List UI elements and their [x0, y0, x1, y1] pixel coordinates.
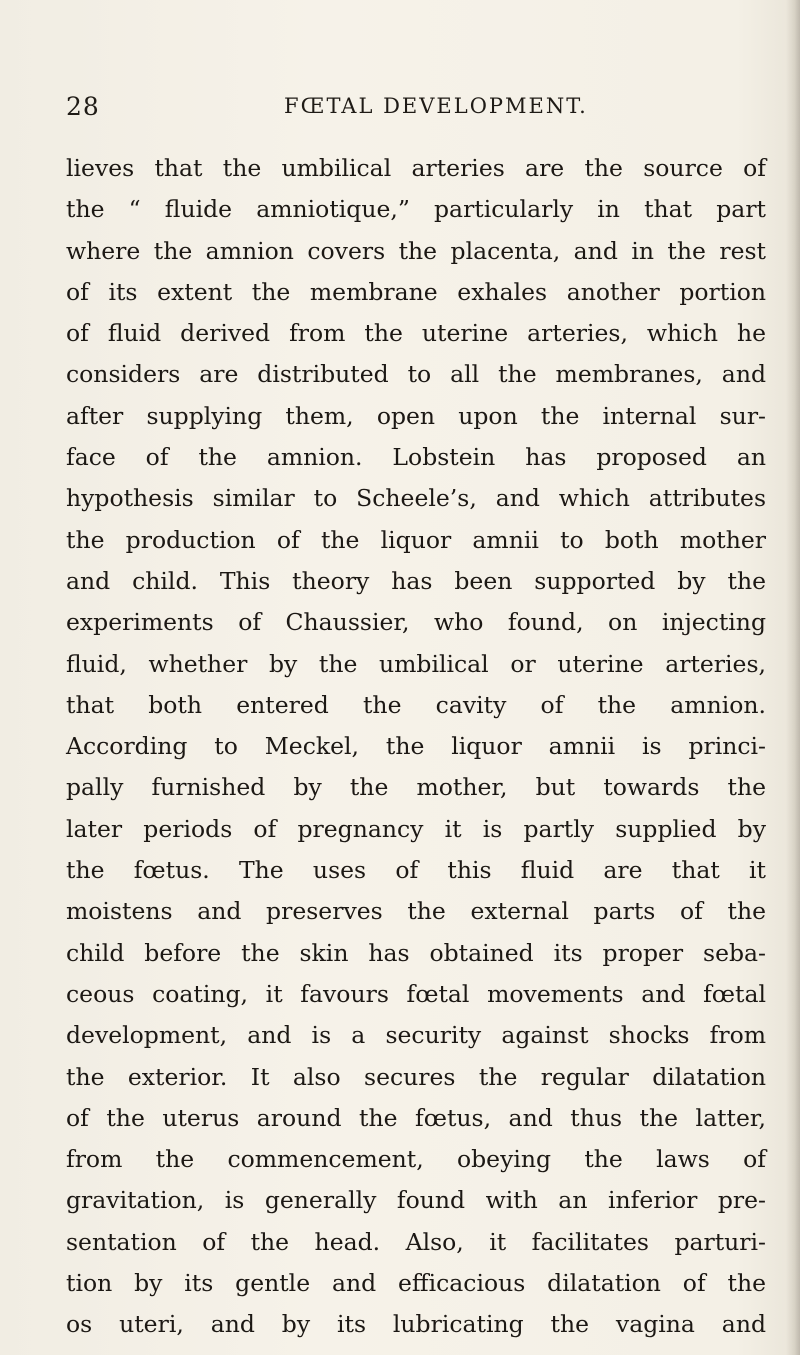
text-line: from the commencement, obeying the laws of	[66, 1145, 766, 1174]
text-line: and child. This theory has been supported by the	[66, 566, 766, 595]
text-line: the exterior. It also secures the regular dilatation	[66, 1062, 766, 1091]
text-line: lieves that the umbilical arteries are the source of	[66, 154, 766, 182]
text-line: ceous coating, it favours fœtal movements and fœtal	[66, 979, 766, 1008]
text-line: gravitation, is generally found with an inferior pre-	[66, 1186, 766, 1215]
text-line: pally furnished by the mother, but towards the	[66, 773, 766, 802]
chapter-title: FŒTAL DEVELOPMENT.	[284, 94, 588, 118]
text-line: face of the amnion. Lobstein has proposed an	[66, 443, 766, 472]
text-line: of its extent the membrane exhales another portion	[66, 277, 766, 306]
text-line: later periods of pregnancy it is partly supplied by	[66, 814, 766, 843]
text-line: of the uterus around the fœtus, and thus the latter,	[66, 1103, 766, 1132]
page-edge-shadow	[786, 0, 800, 1355]
text-line: sentation of the head. Also, it facilitates parturi-	[66, 1227, 766, 1256]
text-line: where the amnion covers the placenta, and in the rest	[66, 236, 766, 265]
text-line: the production of the liquor amnii to both mother	[66, 525, 766, 554]
text-line: According to Meckel, the liquor amnii is princi-	[66, 732, 766, 761]
text-line: considers are distributed to all the membranes, and	[66, 360, 766, 389]
text-line: after supplying them, open upon the internal sur-	[66, 401, 766, 430]
text-line: of fluid derived from the uterine arteries, which he	[66, 319, 766, 348]
text-line: fluid, whether by the umbilical or uterine arteries,	[66, 649, 766, 678]
text-line: os uteri, and by its lubricating the vagina and	[66, 1310, 766, 1339]
text-line: that both entered the cavity of the amnion.	[66, 690, 766, 719]
page-number: 28	[66, 92, 100, 121]
body-text	[66, 148, 766, 1346]
text-line: moistens and preserves the external parts of the	[66, 897, 766, 926]
running-head	[66, 92, 766, 122]
text-line: hypothesis similar to Scheele’s, and which attributes	[66, 484, 766, 513]
text-line: development, and is a security against shocks from	[66, 1021, 766, 1050]
text-line: tion by its gentle and efficacious dilatation of the	[66, 1269, 766, 1298]
text-line: the “ fluide amniotique,” particularly in that part	[66, 195, 766, 224]
text-line: experiments of Chaussier, who found, on injecting	[66, 608, 766, 637]
text-line: the fœtus. The uses of this fluid are that it	[66, 856, 766, 885]
text-line: child before the skin has obtained its proper seba-	[66, 938, 766, 967]
